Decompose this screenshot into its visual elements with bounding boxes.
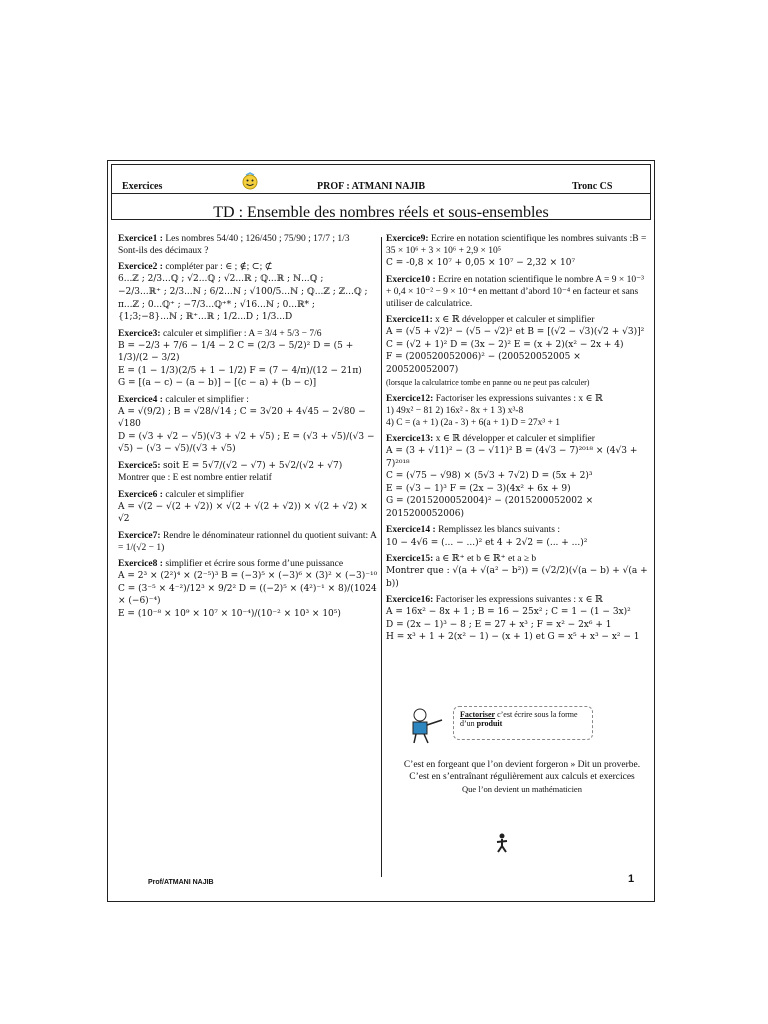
exercise-title: Exercice16:	[386, 595, 434, 606]
math-line: F = (200520052006)² − (200520052005 × 200520052007)	[386, 352, 581, 375]
exercise-8	[118, 558, 380, 620]
math-line: π...ℤ ; 0...ℚ⁺ ; −7/3...ℚ⁺* ; √16...ℕ ; 0...ℝ* ;	[118, 299, 315, 310]
page-number: 1	[628, 873, 635, 885]
exercise-title: Exercice9:	[386, 234, 429, 244]
math-line: D = (√3 + √2 − √5)(√3 + √2 + √5) ; E = (√3 + √5)/(√3 − √5) − (√3 − √5)/(√3 + √5)	[118, 431, 375, 455]
exercise-text: calculer et simplifier	[165, 489, 244, 500]
exercise-text: Factoriser les expressions suivantes : x ∈ ℝ	[435, 595, 603, 606]
exercise-title: Exercice1 :	[118, 234, 163, 244]
exercise-title: Exercice13:	[386, 434, 434, 445]
exercise-title: Exercice5:	[118, 460, 161, 471]
math-line: 1) 49x² − 81 2) 16x² - 8x + 1 3) x³-8	[386, 405, 524, 416]
math-line: C = (3⁻⁵ × 4⁻²)/12³ × 9/2² D = ((−2)⁵ × (4²)⁻¹ × 8)/(1024 × (−6)⁻⁴)	[118, 583, 377, 607]
header	[111, 164, 651, 220]
math-line: 4) C = (a + 1) (2a - 3) + 6(a + 1) D = 27x³ + 1	[386, 417, 561, 428]
quote-line: C’est en s’entraînant régulièrement aux calculs et exercices	[409, 772, 635, 783]
exercise-4	[118, 394, 380, 456]
exercise-title: Exercice7:	[118, 530, 161, 541]
exercise-10	[386, 274, 648, 310]
math-line: A = (3 + √11)² − (3 − √11)² B = (4√3 − 7)²⁰¹⁸ × (4√3 + 7)²⁰¹⁸	[386, 446, 638, 469]
exercise-text: Ecrire en notation scientifique les nombres suivants :B = 35 × 10⁶ + 3 × 10⁶ + 2,9 × 10⁵	[386, 234, 647, 257]
exercise-16	[386, 594, 648, 644]
exercise-text: Les nombres 54/40 ; 126/450 ; 75/90 ; 17/7 ; 1/3	[165, 234, 350, 244]
exercise-title: Exercice2 :	[118, 262, 163, 273]
math-line: 10 − 4√6 = (... − ...)² et 4 + 2√2 = (... + ...)²	[386, 537, 588, 548]
exercise-14	[386, 524, 648, 549]
header-left: Exercices	[122, 181, 163, 192]
header-row	[112, 165, 650, 194]
exercise-title: Exercice4 :	[118, 394, 163, 405]
exercise-2	[118, 261, 380, 323]
math-line: C = (√75 − √98) × (5√3 + 7√2) D = (5x + 2)³	[386, 471, 593, 482]
math-line: 6...ℤ ; 2/3...ℚ ; √2...ℚ ; √2...ℝ ; ℚ...ℝ ; ℕ...ℚ ;	[118, 274, 324, 285]
figure-icon	[493, 833, 511, 853]
math-line: C = -0,8 × 10⁷ + 0,05 × 10⁷ − 2,32 × 10⁷	[386, 258, 576, 269]
exercise-title: Exercice14 :	[386, 525, 436, 536]
proverb-quote	[398, 759, 646, 795]
column-divider	[381, 237, 382, 877]
math-line: −2/3...ℝ⁺ ; 2/3...ℕ ; 6/2...ℕ ; √100/5...ℕ ; ℚ...ℤ ; ℤ...ℚ ;	[118, 286, 368, 297]
exercise-title: Exercice8 :	[118, 559, 163, 570]
exercise-9	[386, 233, 648, 270]
math-line: E = (1 − 1/3)(2/5 + 1 − 1/2) F = (7 − 4/π)/(12 − 21π)	[118, 365, 362, 376]
exercise-11	[386, 314, 648, 388]
exercise-text: compléter par : ∈ ; ∉; ⊂; ⊄	[165, 262, 273, 273]
math-line: A = √(9/2) ; B = √28/√14 ; C = 3√20 + 4√45 − 2√80 − √180	[118, 406, 366, 430]
math-line: A = (√5 + √2)² − (√5 − √2)² et B = [(√2 − √3)(√2 + √3)]²	[386, 327, 645, 338]
exercise-text: calculer et simplifier : A = 3/4 + 5/3 − 7/6	[162, 328, 322, 339]
exercise-text: a ∈ ℝ⁺ et b ∈ ℝ⁺ et a ≥ b	[435, 554, 537, 565]
math-line: E = (√3 − 1)³ F = (2x − 3)(4x² + 6x + 9)	[386, 483, 571, 494]
callout-emphasis: produit	[476, 719, 503, 728]
exercise-text: Rendre le dénominateur rationnel du quotient suivant: A = 1/(√2 − 1)	[118, 530, 377, 553]
exercise-title: Exercice12:	[386, 393, 434, 404]
math-line: G = (2015200052004)² − (2015200052002 × 2015200052006)	[386, 496, 594, 519]
worksheet-page	[107, 160, 655, 902]
math-line: B = −2/3 + 7/6 − 1/4 − 2 C = (2/3 − 5/2)² D = (5 + 1/3)/(2 − 3/2)	[118, 340, 354, 364]
quote-line: Que l’on devient un mathématicien	[462, 783, 582, 794]
callout-bubble	[453, 706, 593, 740]
math-line: G = [(a − c) − (a − b)] − [(c − a) + (b − c)]	[118, 378, 317, 389]
smiley-icon	[240, 171, 260, 191]
quote-line: C’est en forgeant que l’on devient forgeron » Dit un proverbe.	[403, 760, 641, 770]
exercise-5	[118, 460, 380, 485]
exercise-text: x ∈ ℝ développer et calculer et simplifier	[435, 315, 595, 326]
exercise-title: Exercice3:	[118, 328, 161, 339]
math-line: E = (10⁻⁸ × 10⁹ × 10⁷ × 10⁻⁴)/(10⁻² × 10³ × 10⁵)	[118, 608, 341, 619]
callout-text: c’est écrire sous la forme d’un	[460, 710, 578, 728]
math-line: C = (√2 + 1)² D = (3x − 2)² E = (x + 2)(x² − 2x + 4)	[386, 339, 624, 350]
math-line: H = x³ + 1 + 2(x² − 1) − (x + 1) et G = x⁵ + x³ − x² − 1	[386, 632, 640, 643]
math-line: A = 16x² − 8x + 1 ; B = 16 − 25x² ; C = 1 − (1 − 3x)²	[386, 607, 631, 618]
exercise-12	[386, 393, 648, 429]
callout-keyword: Factoriser	[460, 710, 496, 719]
exercise-title: Exercice15:	[386, 554, 434, 565]
exercise-text: Ecrire en notation scientifique le nombre A = 9 × 10⁻³ + 0,4 × 10⁻² − 9 × 10⁻⁴ en mettant d’abord 10⁻⁴ en facteur et sans utiliser de calculatrice.	[386, 274, 644, 310]
exercise-13	[386, 433, 648, 520]
exercise-title: Exercice6 :	[118, 489, 163, 500]
exercise-text: soit E = 5√7/(√2 − √7) + 5√2/(√2 + √7)	[162, 460, 343, 471]
exercise-text: Remplissez les blancs suivants :	[438, 525, 560, 536]
header-center: PROF : ATMANI NAJIB	[317, 181, 426, 192]
exercise-text: Factoriser les expressions suivantes : x ∈ ℝ	[435, 393, 603, 404]
exercise-note: (lorsque la calculatrice tombe en panne ou ne peut pas calculer)	[386, 377, 590, 387]
math-line: Montrer que : √(a + √(a² − b²)) = (√2/2)(√(a − b) + √(a + b))	[386, 566, 648, 589]
exercise-title: Exercice10 :	[386, 274, 436, 285]
left-column	[118, 233, 380, 624]
exercise-6	[118, 489, 380, 526]
exercise-text: x ∈ ℝ développer et calculer et simplifier	[435, 434, 595, 445]
exercise-3	[118, 328, 380, 390]
exercise-text: calculer et simplifier :	[165, 394, 249, 405]
exercise-text: simplifier et écrire sous forme d’une puissance	[165, 559, 344, 570]
header-right: Tronc CS	[572, 181, 613, 192]
exercise-1	[118, 233, 380, 257]
exercise-title: Exercice11:	[386, 315, 433, 326]
exercise-7	[118, 530, 380, 554]
exercise-15	[386, 553, 648, 590]
math-line: A = 2³ × (2²)⁴ × (2⁻⁵)³ B = (−3)⁵ × (−3)⁶ × (3)² × (−3)⁻¹⁰	[118, 571, 378, 582]
exercise-question: Montrer que : E est nombre entier relatif	[118, 473, 272, 484]
teacher-cartoon-icon	[406, 706, 446, 744]
page-title: TD : Ensemble des nombres réels et sous-ensembles	[213, 204, 549, 221]
footer-author: Prof/ATMANI NAJIB	[148, 879, 214, 886]
math-line: D = (2x − 1)³ − 8 ; E = 27 + x³ ; F = x² − 2x⁶ + 1	[386, 619, 612, 630]
math-line: A = √(2 − √(2 + √2)) × √(2 + √(2 + √2)) × √(2 + √2) × √2	[118, 501, 368, 525]
right-column	[386, 233, 648, 648]
math-line: {1;3;−8}...ℕ ; ℝ⁺...ℝ ; 1/2...D ; 1/3...D	[118, 312, 293, 323]
exercise-question: Sont-ils des décimaux ?	[118, 246, 209, 257]
